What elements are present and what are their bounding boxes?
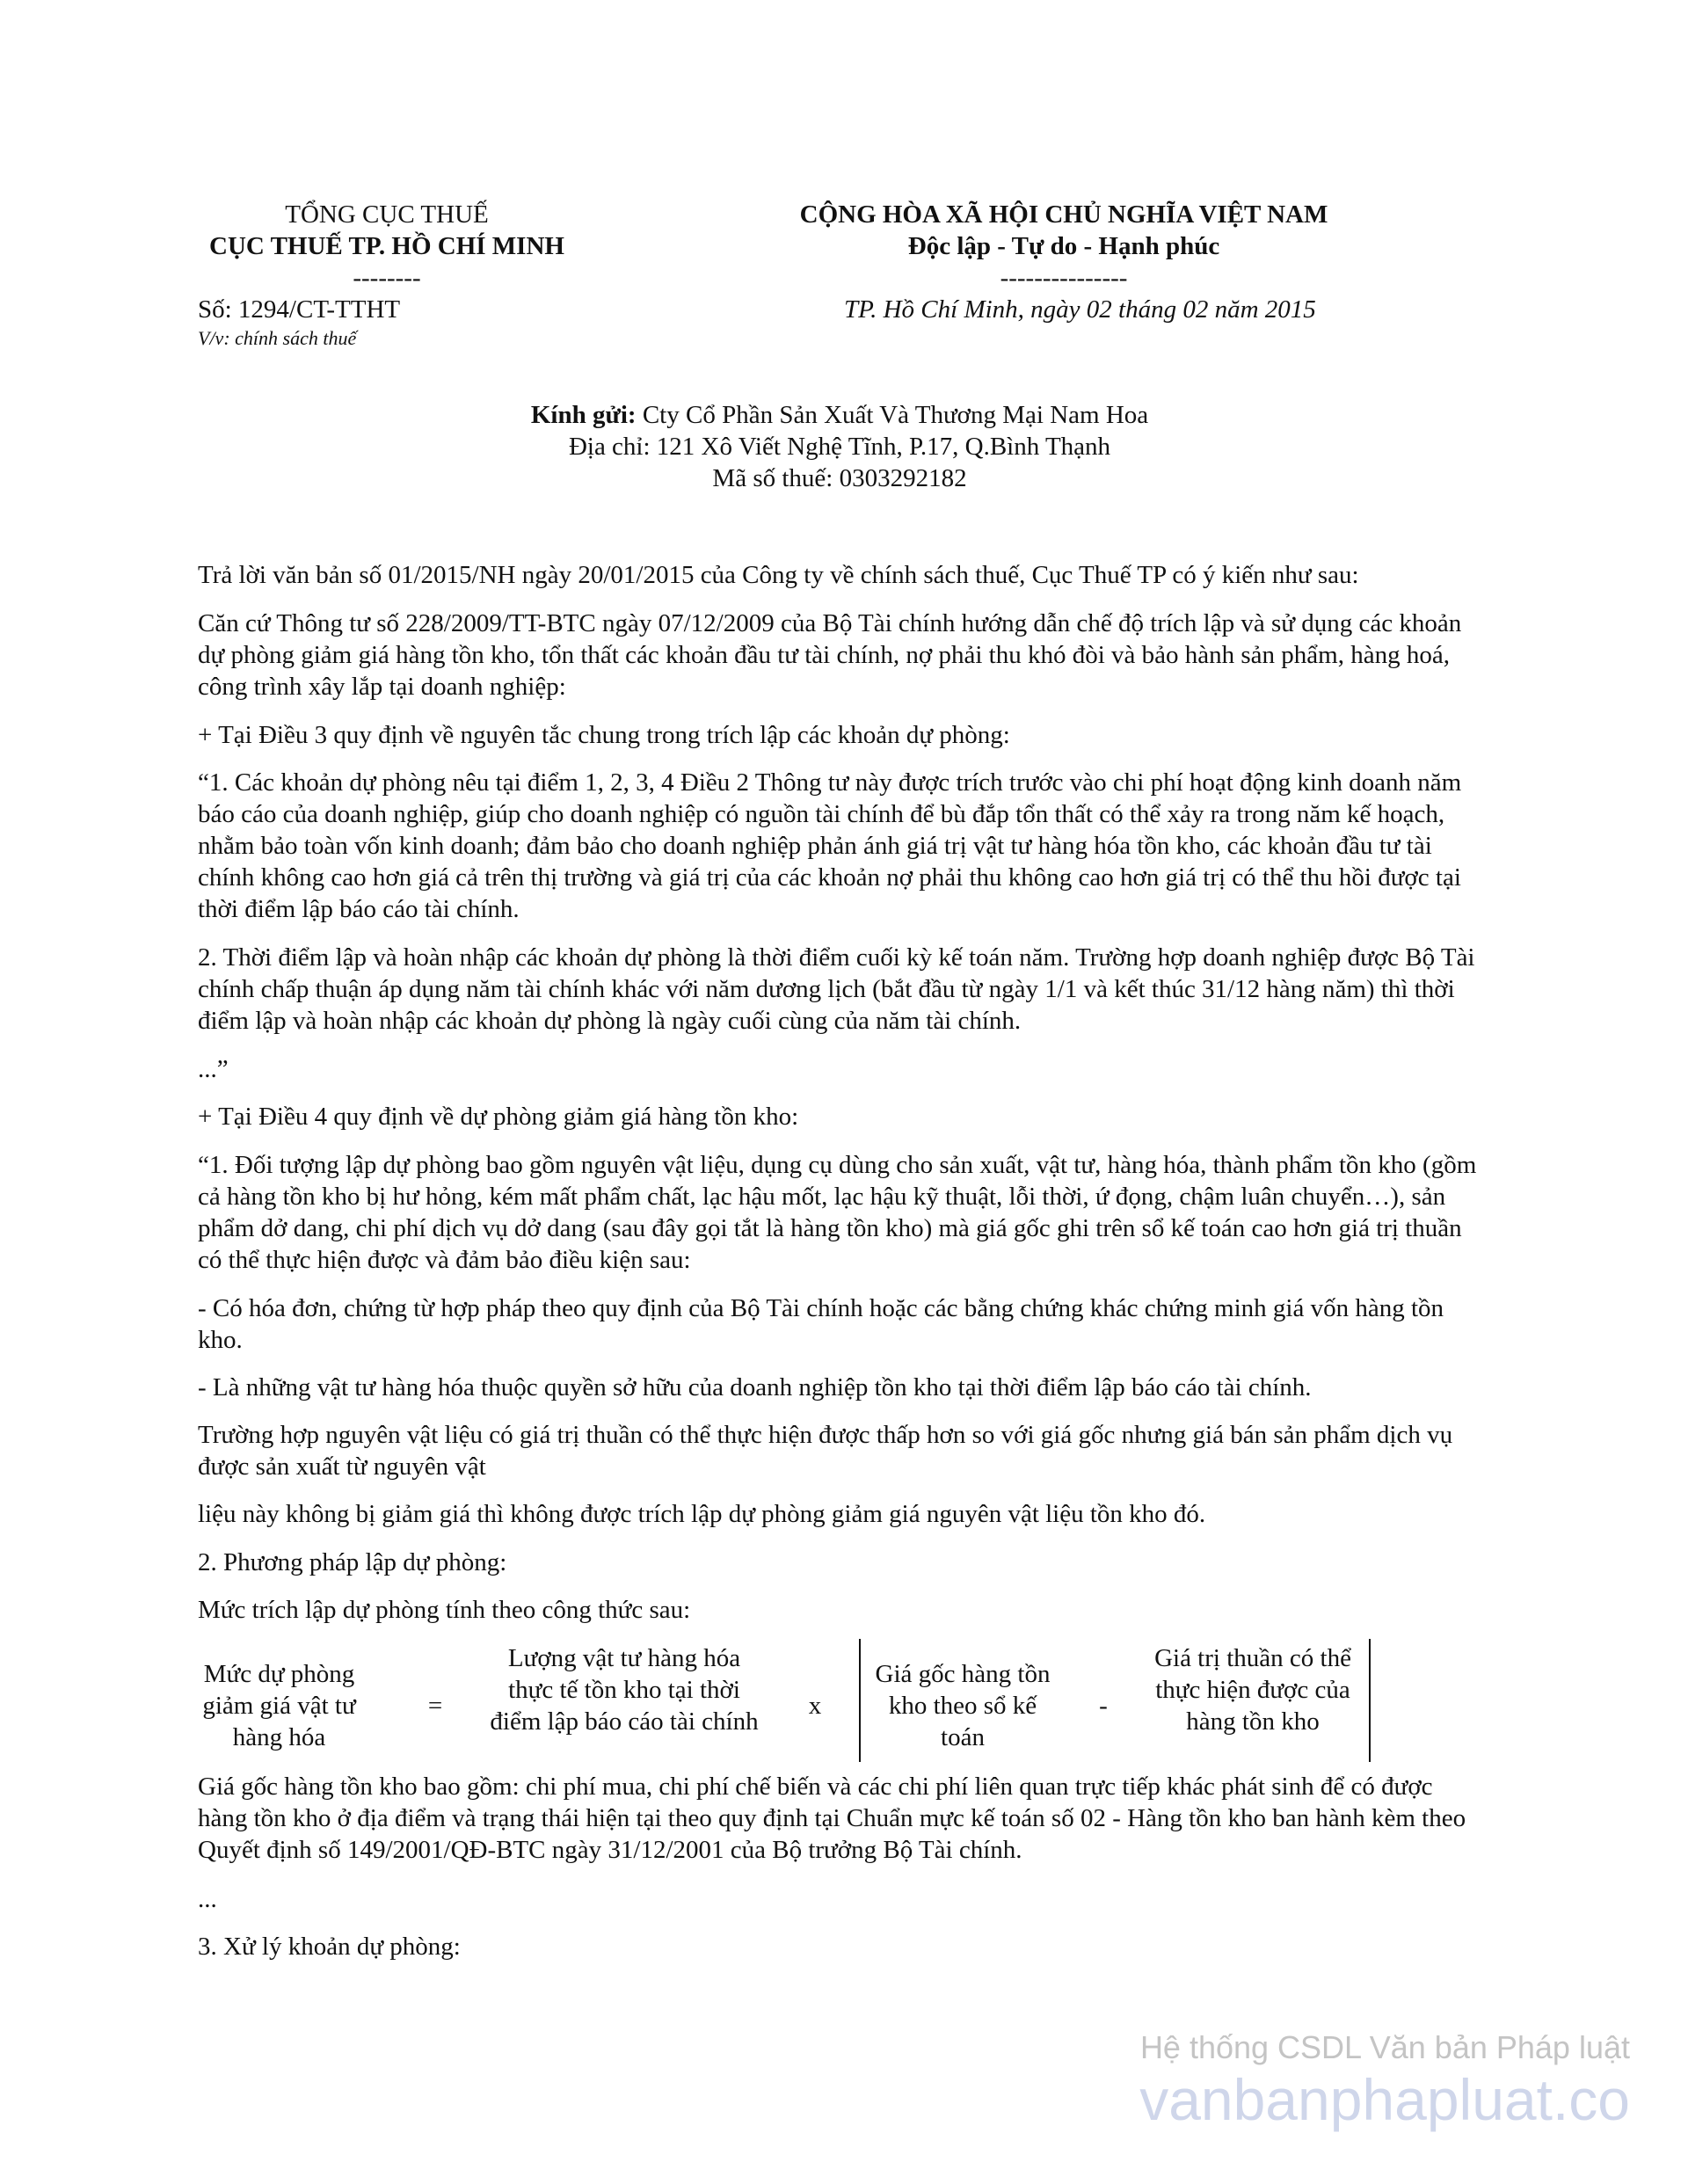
watermark-site: vanbanphapluat.co — [1139, 2067, 1630, 2132]
watermark-caption: Hệ thống CSDL Văn bản Pháp luật — [1139, 2029, 1630, 2065]
paragraph-quote-1: “1. Các khoản dự phòng nêu tại điểm 1, 2, 3, 4 Điều 2 Thông tư này được trích trước vào chi phí hoạt động kinh doanh năm báo cáo của doanh nghiệp, giúp cho doanh nghiệp có nguồn tài chính để bù đắp tổn thất có thể xảy ra trong năm kế hoạch, nhằm bảo toàn vốn kinh doanh; đảm bảo cho doanh nghiệp phản ánh giá trị vật tư hàng hóa tồn kho, các khoản đầu tư tài chính không cao hơn giá cả trên thị trường và giá trị của các khoản nợ phải thu không cao hơn giá trị có thể thu hồi được tại thời điểm lập báo cáo tài chính. — [198, 768, 1462, 923]
paragraph-ellipsis-2: ... — [198, 1885, 217, 1913]
formula-minus: - — [1099, 1692, 1108, 1720]
formula-term-provision: Mức dự phòng giảm giá vật tư hàng hóa — [202, 1660, 356, 1751]
agency-separator: -------- — [353, 264, 421, 292]
formula-bracket-left — [859, 1639, 861, 1762]
paragraph-formula-intro: Mức trích lập dự phòng tính theo công thức sau: — [198, 1596, 691, 1624]
paragraph-handling: 3. Xử lý khoản dự phòng: — [198, 1933, 461, 1961]
agency-name: CỤC THUẾ TP. HỒ CHÍ MINH — [209, 232, 564, 260]
formula-term-cost: Giá gốc hàng tồn kho theo sổ kế toán — [875, 1660, 1051, 1751]
agency-block — [193, 199, 580, 294]
paragraph-reply: Trả lời văn bản số 01/2015/NH ngày 20/01/2015 của Công ty về chính sách thuế, Cục Thuế TP có ý kiến như sau: — [198, 561, 1359, 589]
recipient-label: Kính gửi: — [530, 401, 637, 429]
paragraph-scope: “1. Đối tượng lập dự phòng bao gồm nguyên vật liệu, dụng cụ dùng cho sản xuất, vật tư, hàng hóa, thành phẩm tồn kho (gồm cả hàng tồn kho bị hư hỏng, kém mất phẩm chất, lạc hậu mốt, lạc hậu kỹ thuật, lỗi thời, ứ đọng, chậm luân chuyển…), sản phẩm dở dang, chi phí dịch vụ dở dang (sau đây gọi tắt là hàng tồn kho) mà giá gốc ghi trên sổ kế toán cao hơn giá trị thuần có thể thực hiện được và đảm bảo điều kiện sau: — [198, 1151, 1477, 1274]
document-number: Số: 1294/CT-TTHT — [198, 295, 401, 324]
recipient-tax-code: Mã số thuế: 0303292182 — [712, 464, 967, 492]
paragraph-article3: + Tại Điều 3 quy định về nguyên tắc chung trong trích lập các khoản dự phòng: — [198, 721, 1010, 749]
paragraph-exception-cont: liệu này không bị giảm giá thì không được trích lập dự phòng giảm giá nguyên vật liệu tồn kho đó. — [198, 1500, 1206, 1528]
recipient-line — [198, 399, 1481, 431]
paragraph-method: 2. Phương pháp lập dự phòng: — [198, 1548, 507, 1576]
recipient-block — [198, 399, 1481, 494]
paragraph-cost-definition: Giá gốc hàng tồn kho bao gồm: chi phí mua, chi phí chế biến và các chi phí liên quan trực tiếp khác phát sinh để có được hàng tồn kho ở địa điểm và trạng thái hiện tại theo quy định tại Chuẩn mực kế toán số 02 - Hàng tồn kho ban hành kèm theo Quyết định số 149/2001/QĐ-BTC ngày 31/12/2001 của Bộ trưởng Bộ Tài chính. — [198, 1773, 1466, 1864]
paragraph-quote-2: 2. Thời điểm lập và hoàn nhập các khoản dự phòng là thời điểm cuối kỳ kế toán năm. Trường hợp doanh nghiệp được Bộ Tài chính chấp thuận áp dụng năm tài chính khác với năm dương lịch (bắt đầu từ ngày 1/1 và kết thúc 31/12 hàng năm) thì thời điểm lập và hoàn nhập các khoản dự phòng là ngày cuối cùng của năm tài chính. — [198, 943, 1475, 1035]
formula-term-net-value: Giá trị thuần có thể thực hiện được của hàng tồn kho — [1154, 1644, 1351, 1736]
paragraph-exception: Trường hợp nguyên vật liệu có giá trị thuần có thể thực hiện được thấp hơn so với giá gốc nhưng giá bán sản phẩm dịch vụ được sản xuất từ nguyên vật — [198, 1421, 1453, 1481]
formula-equals: = — [427, 1692, 443, 1720]
formula-bracket-right — [1369, 1639, 1371, 1762]
paragraph-basis: Căn cứ Thông tư số 228/2009/TT-BTC ngày 07/12/2009 của Bộ Tài chính hướng dẫn chế độ trích lập và sử dụng các khoản dự phòng giảm giá hàng tồn kho, tổn thất các khoản đầu tư tài chính, nợ phải thu khó đòi và bảo hành sản phẩm, hàng hoá, công trình xây lắp tại doanh nghiệp: — [198, 609, 1462, 701]
formula-term-quantity: Lượng vật tư hàng hóa thực tế tồn kho tại thời điểm lập báo cáo tài chính — [490, 1644, 759, 1736]
document-date: TP. Hồ Chí Minh, ngày 02 tháng 02 năm 2015 — [844, 295, 1316, 324]
national-motto-block — [668, 199, 1459, 294]
recipient-address: Địa chỉ: 121 Xô Viết Nghệ Tĩnh, P.17, Q.Bình Thạnh — [568, 433, 1111, 461]
motto: Độc lập - Tự do - Hạnh phúc — [907, 232, 1220, 260]
document-subject: V/v: chính sách thuế — [198, 327, 357, 349]
country-name: CỘNG HÒA XÃ HỘI CHỦ NGHĨA VIỆT NAM — [799, 200, 1328, 229]
formula-times: x — [808, 1692, 822, 1720]
paragraph-ellipsis-1: ...” — [198, 1055, 229, 1083]
motto-separator: --------------- — [1000, 264, 1128, 292]
paragraph-condition-1: - Có hóa đơn, chứng từ hợp pháp theo quy định của Bộ Tài chính hoặc các bằng chứng khác chứng minh giá vốn hàng tồn kho. — [198, 1294, 1444, 1354]
paragraph-article4: + Tại Điều 4 quy định về dự phòng giảm giá hàng tồn kho: — [198, 1103, 799, 1131]
paragraph-condition-2: - Là những vật tư hàng hóa thuộc quyền sở hữu của doanh nghiệp tồn kho tại thời điểm lập báo cáo tài chính. — [198, 1373, 1312, 1401]
agency-parent: TỔNG CỤC THUẾ — [285, 200, 489, 229]
recipient-name: Cty Cổ Phần Sản Xuất Và Thương Mại Nam Hoa — [636, 401, 1149, 429]
